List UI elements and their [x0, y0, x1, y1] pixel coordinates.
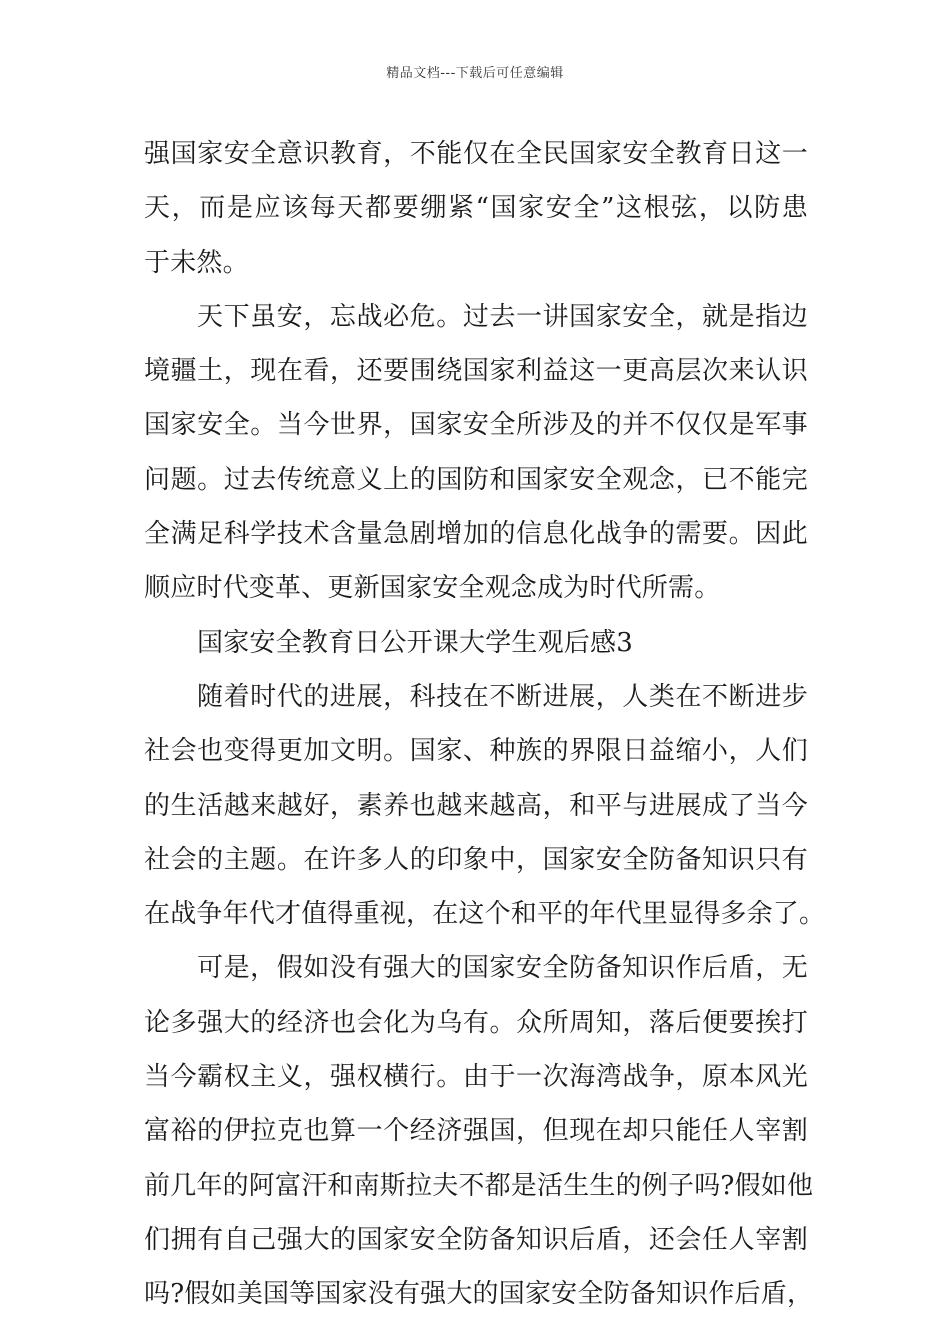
text-line: 可是，假如没有强大的国家安全防备知识作后盾，无 [197, 953, 808, 984]
page-header: 精品文档---下载后可任意编辑 [386, 66, 564, 81]
text-line: 天下虽安，忘战必危。过去一讲国家安全，就是指边 [197, 301, 808, 332]
text-line: 国家安全。当今世界，国家安全所涉及的并不仅仅是军事 [144, 410, 808, 441]
text-line: 前几年的阿富汗和南斯拉夫不都是活生生的例子吗?假如他 [144, 1170, 814, 1201]
text-line: 社会也变得更加文明。国家、种族的界限日益缩小，人们 [144, 736, 808, 767]
text-line: 天，而是应该每天都要绷紧“国家安全”这根弦，以防患 [144, 193, 808, 224]
text-line: 问题。过去传统意义上的国防和国家安全观念，已不能完 [144, 464, 808, 495]
text-line: 境疆土，现在看，还要围绕国家利益这一更高层次来认识 [144, 356, 808, 387]
text-line: 强国家安全意识教育，不能仅在全民国家安全教育日这一 [144, 139, 808, 169]
text-line: 社会的主题。在许多人的印象中，国家安全防备知识只有 [144, 844, 808, 875]
text-line: 当今霸权主义，强权横行。由于一次海湾战争，原本风光 [144, 1062, 808, 1093]
section-title: 国家安全教育日公开课大学生观后感3 [197, 627, 633, 658]
text-line: 的生活越来越好，素养也越来越高，和平与进展成了当今 [144, 790, 808, 821]
document-body [144, 127, 826, 1322]
text-line: 吗?假如美国等国家没有强大的国家安全防备知识作后盾， [144, 1279, 814, 1310]
text-line: 们拥有自己强大的国家安全防备知识后盾，还会任人宰割 [144, 1224, 808, 1255]
text-line: 顺应时代变革、更新国家安全观念成为时代所需。 [144, 573, 721, 604]
text-line: 全满足科学技术含量急剧增加的信息化战争的需要。因此 [144, 519, 808, 550]
text-line: 论多强大的经济也会化为乌有。众所周知，落后便要挨打 [144, 1007, 808, 1038]
text-line: 在战争年代才值得重视，在这个和平的年代里显得多余了。 [144, 899, 826, 930]
text-line: 于未然。 [144, 247, 249, 278]
text-line: 随着时代的进展，科技在不断进展，人类在不断进步 [197, 681, 808, 712]
text-line: 富裕的伊拉克也算一个经济强国，但现在却只能任人宰割 [144, 1116, 808, 1147]
